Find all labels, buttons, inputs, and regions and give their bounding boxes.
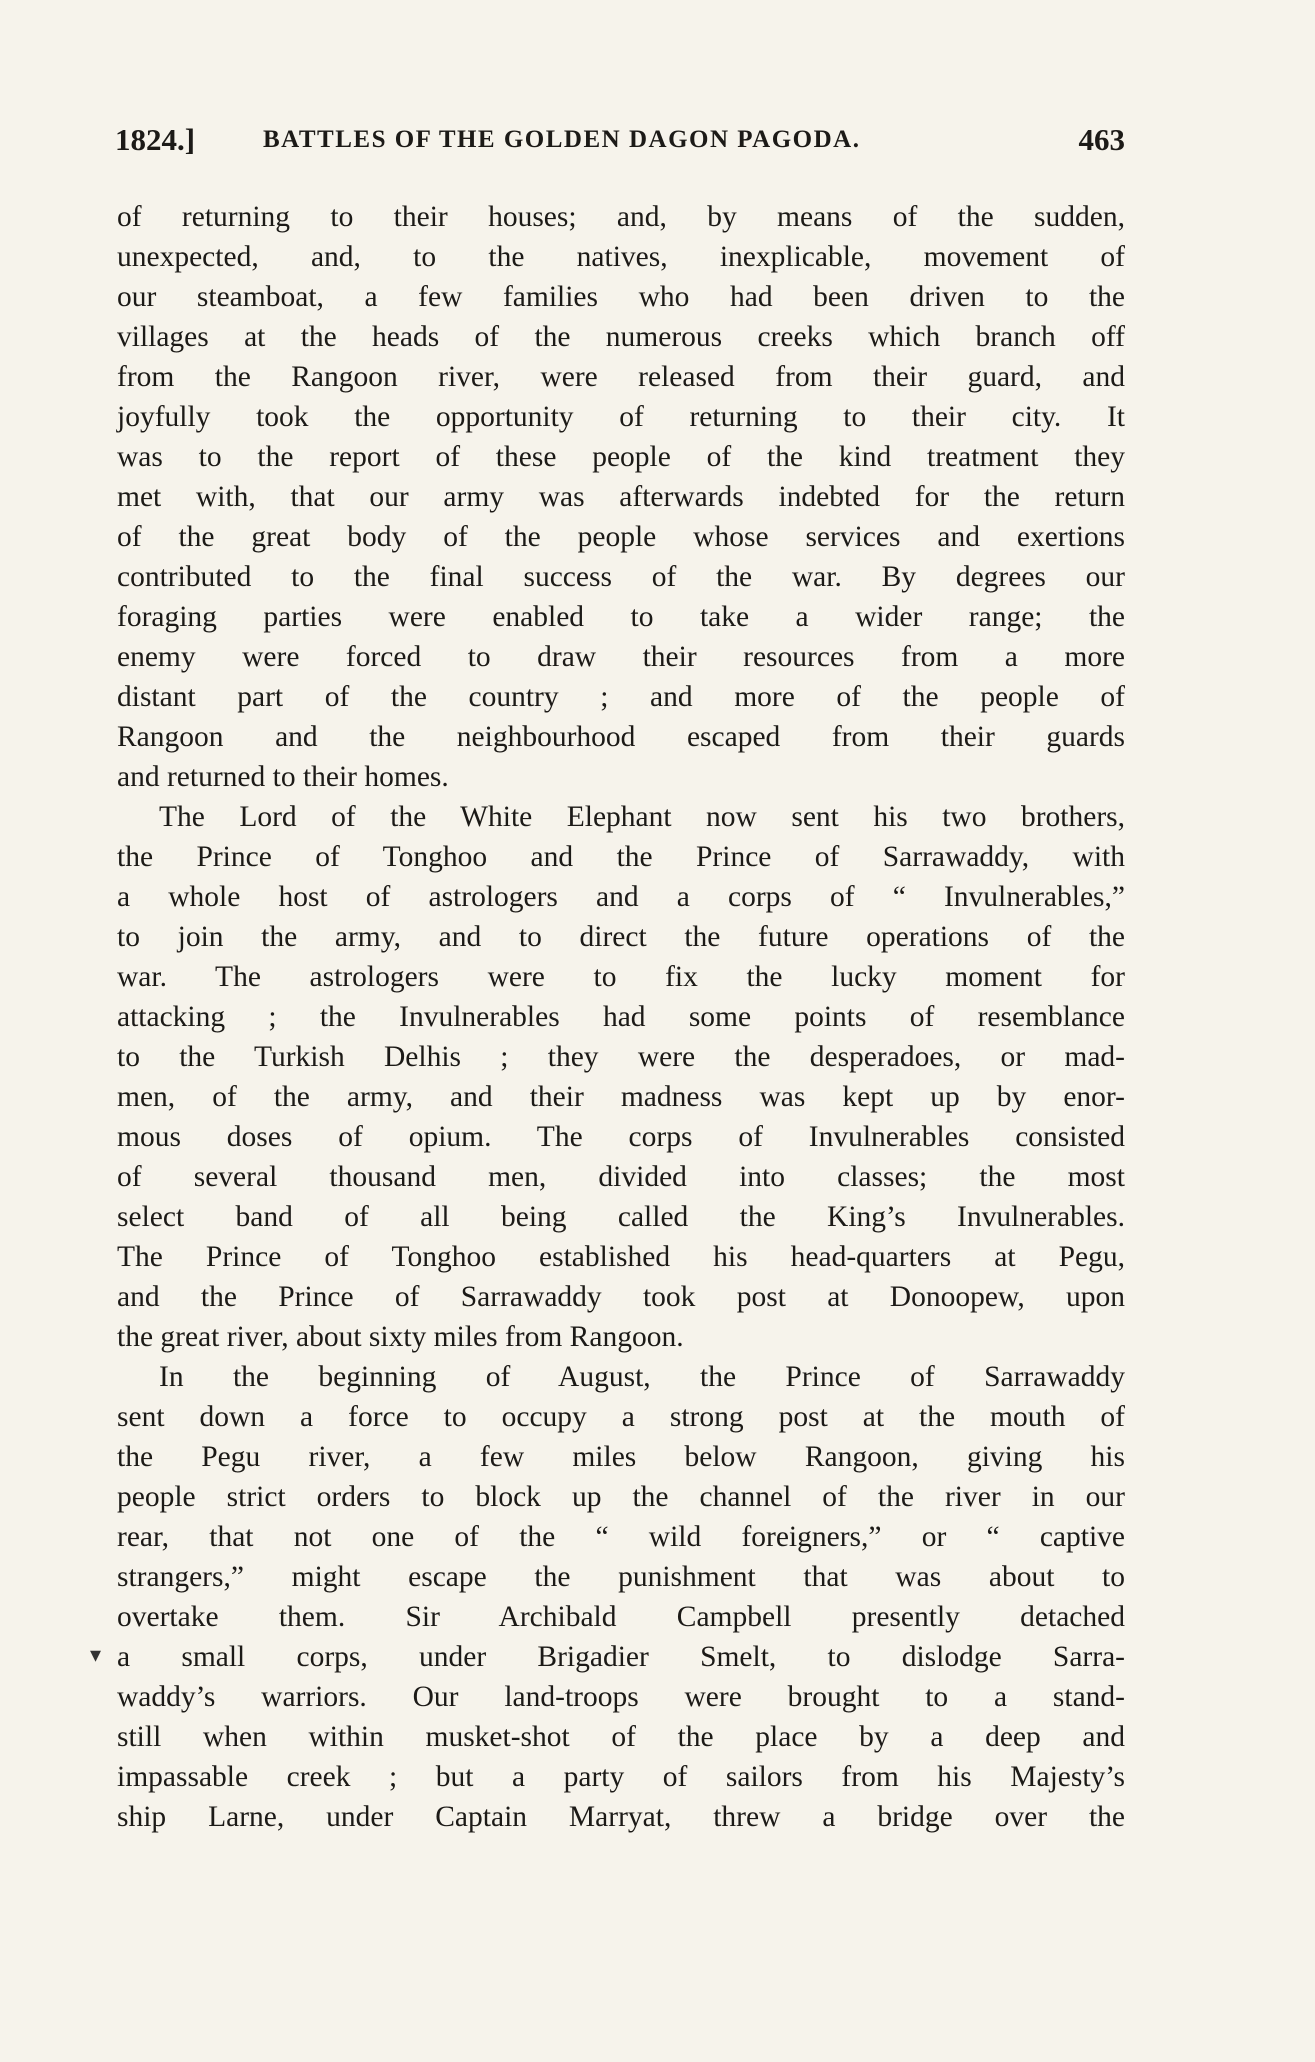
text-line: from the Rangoon river, were released from their guard, and bbox=[117, 361, 1125, 393]
text-line: and returned to their homes. bbox=[117, 761, 449, 793]
text-line: war. The astrologers were to fix the lucky moment for bbox=[117, 961, 1125, 993]
text-line: mous doses of opium. The corps of Invulnerables consisted bbox=[117, 1121, 1125, 1153]
text-line: rear, that not one of the “ wild foreigners,” or “ captive bbox=[117, 1521, 1125, 1553]
paragraph-start-line: The Lord of the White Elephant now sent his two brothers, bbox=[159, 801, 1125, 833]
text-line: strangers,” might escape the punishment that was about to bbox=[117, 1561, 1125, 1593]
text-line: The Prince of Tonghoo established his head-quarters at Pegu, bbox=[117, 1241, 1125, 1273]
running-header bbox=[115, 122, 1125, 162]
text-line: Rangoon and the neighbourhood escaped from their guards bbox=[117, 721, 1125, 753]
text-line: a small corps, under Brigadier Smelt, to dislodge Sarra- bbox=[117, 1641, 1125, 1673]
text-line: the great river, about sixty miles from Rangoon. bbox=[117, 1321, 684, 1353]
text-line: joyfully took the opportunity of returning to their city. It bbox=[117, 401, 1125, 433]
paragraph-start-line: In the beginning of August, the Prince of Sarrawaddy bbox=[159, 1361, 1125, 1393]
header-title: BATTLES OF THE GOLDEN DAGON PAGODA. bbox=[263, 126, 861, 153]
text-line: attacking ; the Invulnerables had some points of resemblance bbox=[117, 1001, 1125, 1033]
text-line: of the great body of the people whose services and exertions bbox=[117, 521, 1125, 553]
body-text bbox=[117, 197, 1125, 1837]
text-line: a whole host of astrologers and a corps of “ Invulnerables,” bbox=[117, 881, 1125, 913]
text-line: contributed to the final success of the war. By degrees our bbox=[117, 561, 1125, 593]
text-line: overtake them. Sir Archibald Campbell presently detached bbox=[117, 1601, 1125, 1633]
text-line: ship Larne, under Captain Marryat, threw a bridge over the bbox=[117, 1801, 1125, 1833]
text-line: to the Turkish Delhis ; they were the desperadoes, or mad- bbox=[117, 1041, 1125, 1073]
text-line: enemy were forced to draw their resources from a more bbox=[117, 641, 1125, 673]
text-line: of returning to their houses; and, by means of the sudden, bbox=[117, 201, 1125, 233]
text-line: was to the report of these people of the kind treatment they bbox=[117, 441, 1125, 473]
text-line: met with, that our army was afterwards indebted for the return bbox=[117, 481, 1125, 513]
text-line: select band of all being called the King’s Invulnerables. bbox=[117, 1201, 1125, 1233]
header-year: 1824.] bbox=[115, 122, 196, 157]
text-line: men, of the army, and their madness was kept up by enor- bbox=[117, 1081, 1125, 1113]
text-line: and the Prince of Sarrawaddy took post at Donoopew, upon bbox=[117, 1281, 1125, 1313]
text-line: unexpected, and, to the natives, inexplicable, movement of bbox=[117, 241, 1125, 273]
margin-mark: ▾ bbox=[90, 1643, 102, 1668]
text-line: sent down a force to occupy a strong post at the mouth of bbox=[117, 1401, 1125, 1433]
text-line: impassable creek ; but a party of sailors from his Majesty’s bbox=[117, 1761, 1125, 1793]
text-line: villages at the heads of the numerous creeks which branch off bbox=[117, 321, 1125, 353]
text-line: still when within musket-shot of the place by a deep and bbox=[117, 1721, 1125, 1753]
text-line: the Pegu river, a few miles below Rangoon, giving his bbox=[117, 1441, 1125, 1473]
text-line: foraging parties were enabled to take a wider range; the bbox=[117, 601, 1125, 633]
text-line: of several thousand men, divided into classes; the most bbox=[117, 1161, 1125, 1193]
text-line: the Prince of Tonghoo and the Prince of Sarrawaddy, with bbox=[117, 841, 1125, 873]
text-line: to join the army, and to direct the future operations of the bbox=[117, 921, 1125, 953]
text-line: people strict orders to block up the channel of the river in our bbox=[117, 1481, 1125, 1513]
text-line: distant part of the country ; and more of the people of bbox=[117, 681, 1125, 713]
page-number: 463 bbox=[1078, 122, 1125, 157]
text-line: waddy’s warriors. Our land-troops were brought to a stand- bbox=[117, 1681, 1125, 1713]
text-line: our steamboat, a few families who had been driven to the bbox=[117, 281, 1125, 313]
